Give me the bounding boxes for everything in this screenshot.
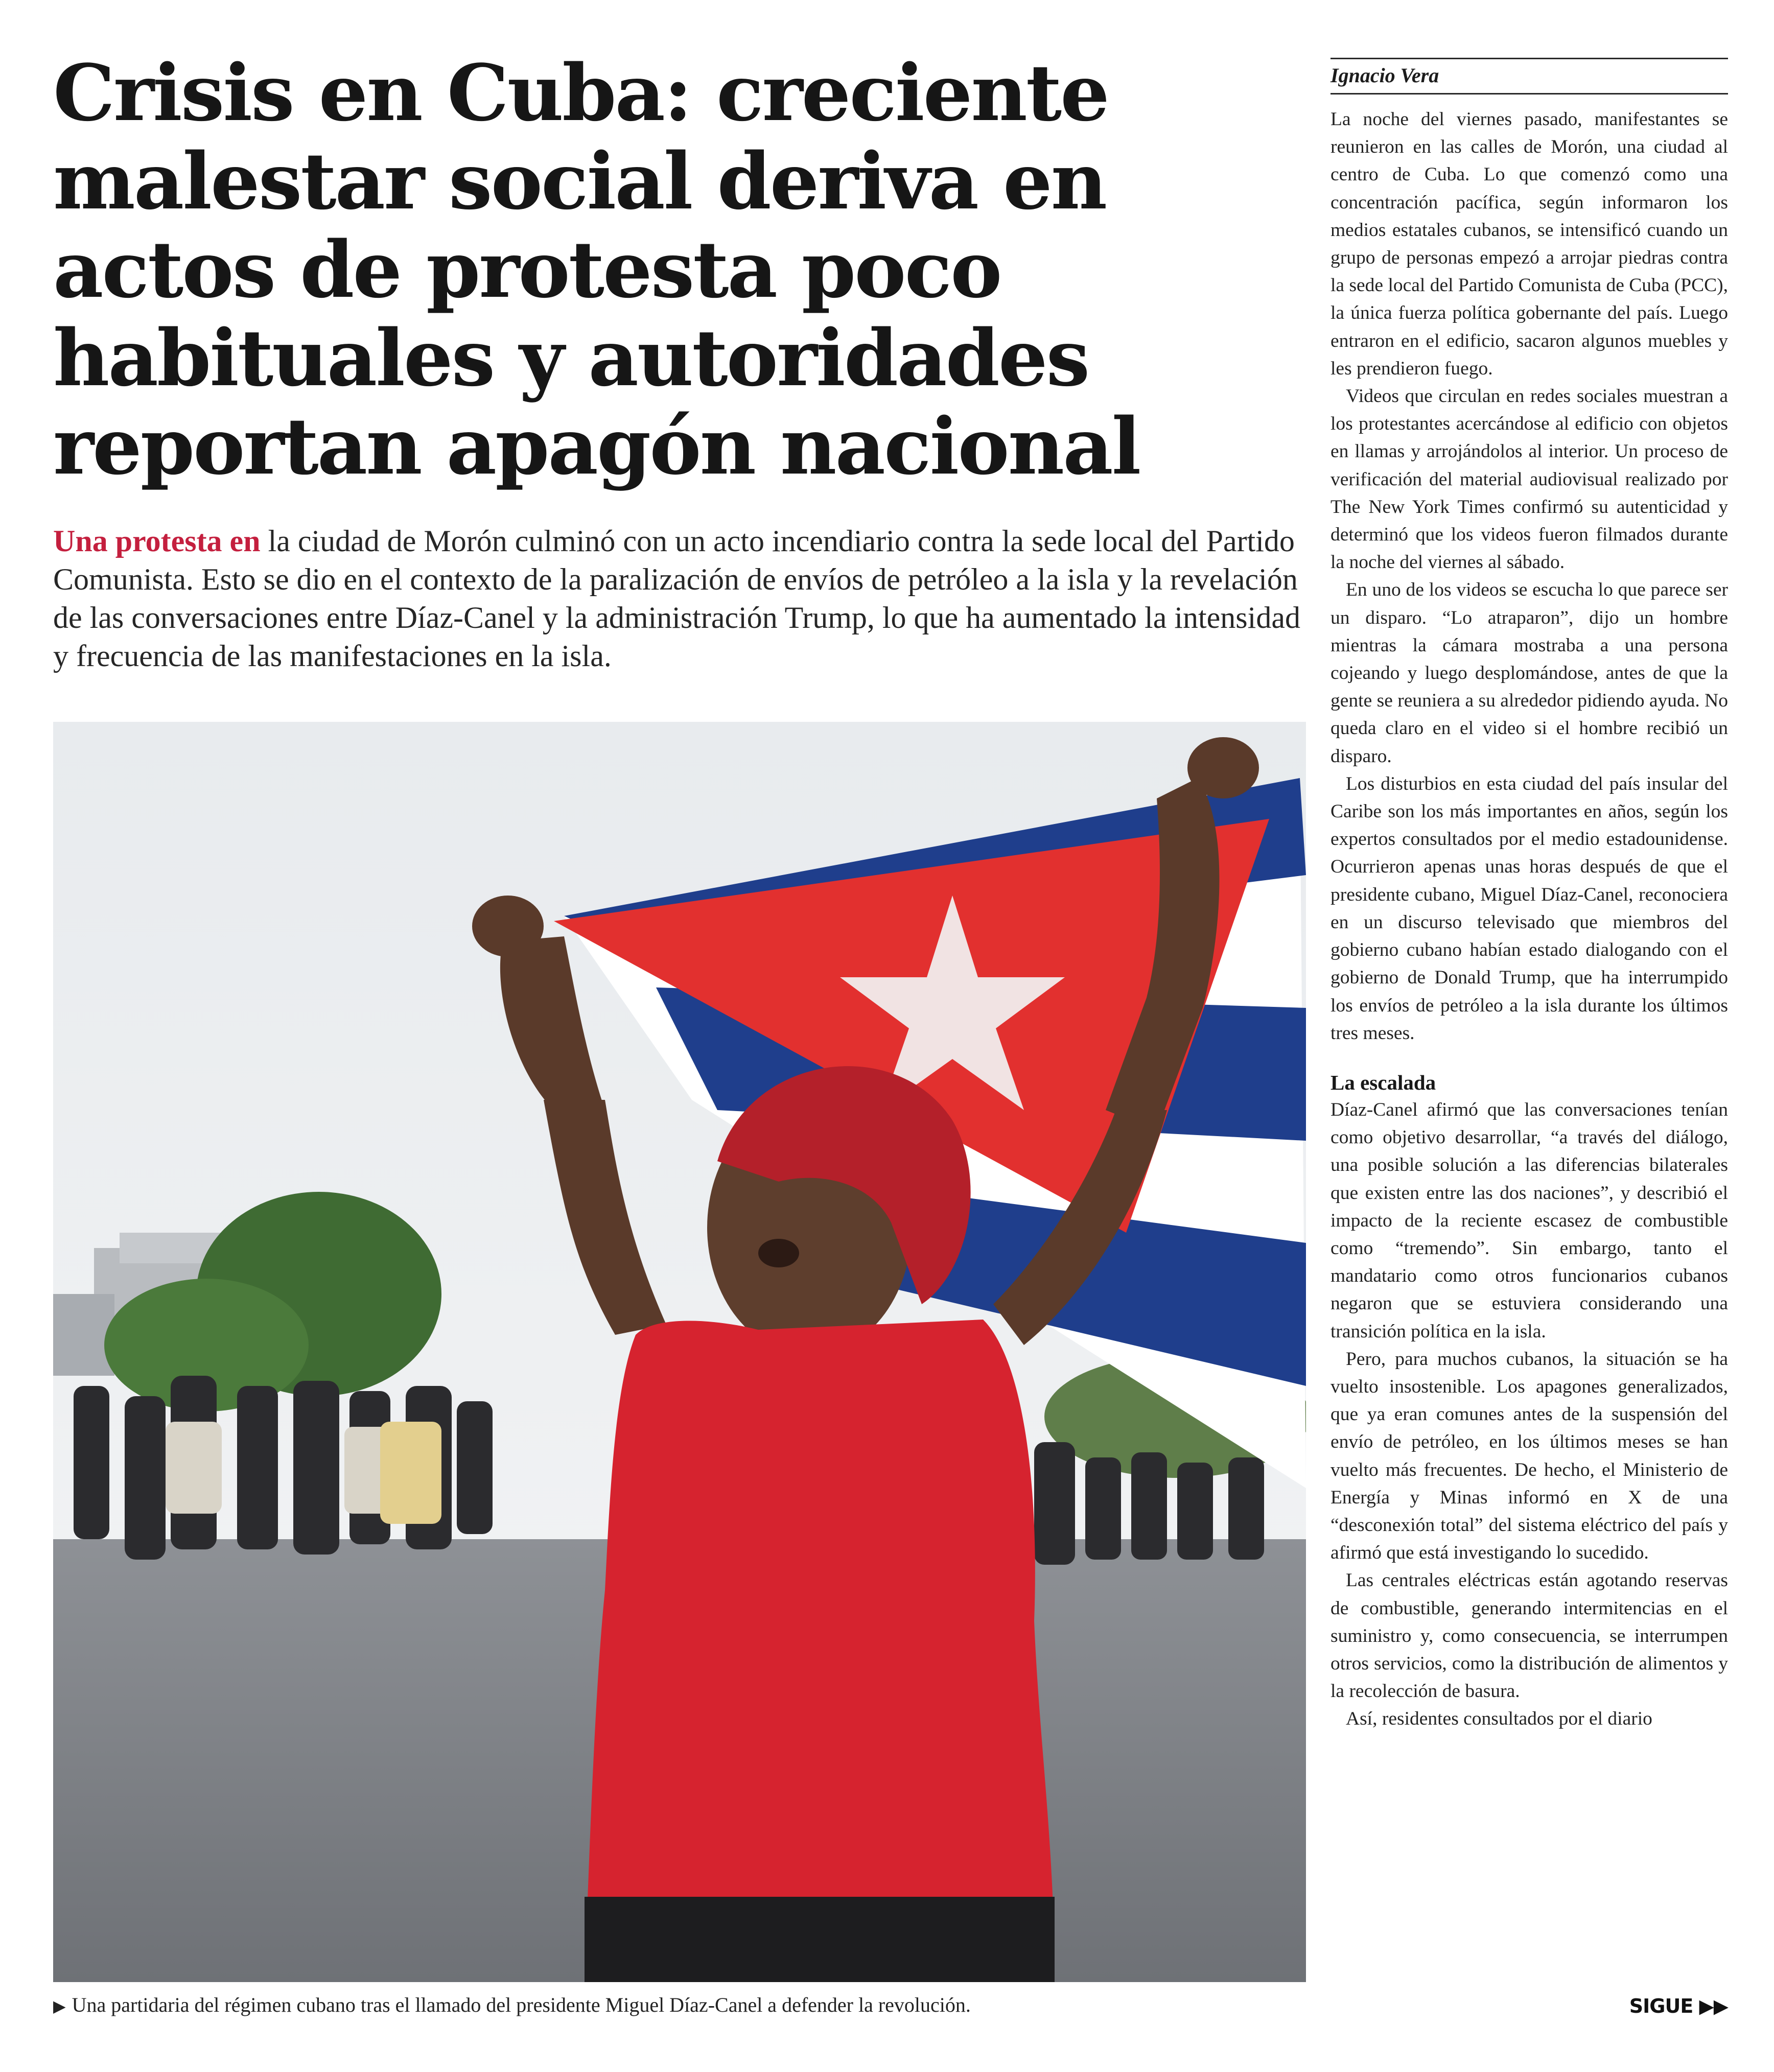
caption-arrow-icon: ▶ [53,1996,66,2016]
body-paragraph-6: Pero, para muchos cubanos, la situación se ha vuelto insostenible. Los apagones generalizados, que ya eran comunes antes de la suspensión del envío de petróleo, en los últimos meses se han vuelto más frecuentes. De hecho, el Ministerio de Energía y Minas informó en X de una “desconexión total” del sistema eléctrico del país y afirmó que está investigando lo sucedido. [1330,1348,1728,1564]
article-photo [53,722,1306,1982]
article-column [1330,58,1728,1733]
photo-caption [53,1992,1310,2019]
article-body [1330,106,1728,1733]
lead-kicker: Una protesta en [53,524,261,558]
protest-photo-illustration [53,722,1306,1982]
body-paragraph-1: La noche del viernes pasado, manifestantes se reunieron en las calles de Morón, una ciudad al centro de Cuba. Lo que comenzó como una concentración pacífica, según informaron los medios estatales cubanos, se intensificó cuando un grupo de personas empezó a arrojar piedras contra la sede local del Partido Comunista de Cuba (PCC), la única fuerza política gobernante del país. Luego entraron en el edificio, sacaron algunos muebles y les prendieron fuego. [1330,109,1728,379]
body-paragraph-3: En uno de los videos se escucha lo que parece ser un disparo. “Lo atraparon”, dijo un hombre mientras la cámara mostraba a una persona cojeando y luego desplomándose, antes de que la gente se reuniera a su alrededor pidiendo ayuda. No queda claro en el video si el hombre recibió un disparo. [1330,579,1728,767]
body-paragraph-7: Las centrales eléctricas están agotando reservas de combustible, generando intermitencias en el suministro y, como consecuencia, se interrumpen otros servicios, como la distribución de alimentos y la recolección de basura. [1330,1570,1728,1702]
body-paragraph-5: Díaz-Canel afirmó que las conversaciones tenían como objetivo desarrollar, “a través del diálogo, una posible solución a las diferencias bilaterales que existen entre las dos naciones”, y describió el impacto de la reciente escasez de combustible como “tremendo”. Sin embargo, tanto el mandatario como otros funcionarios cubanos negaron que se estuviera considerando una transición política en la isla. [1330,1099,1728,1342]
caption-text: Una partidaria del régimen cubano tras el llamado del presidente Miguel Díaz-Canel a defender la revolución. [72,1993,971,2016]
body-paragraph-2: Videos que circulan en redes sociales muestran a los protestantes acercándose al edificio con objetos en llamas y arrojándolos al interior. Un proceso de verificación del material audiovisual realizado por The New York Times confirmó su autenticidad y determinó que los videos fueron filmados durante la noche del viernes al sábado. [1330,386,1728,573]
section-subhead: La escalada [1330,1070,1436,1094]
byline: Ignacio Vera [1330,58,1728,95]
lead-paragraph [53,522,1305,675]
headline: Crisis en Cuba: creciente malestar social deriva en actos de protesta poco habituales y autoridades reportan apagón nacional [53,47,1140,492]
lead-text: la ciudad de Morón culminó con un acto incendiario contra la sede local del Partido Comunista. Esto se dio en el contexto de la paralización de envíos de petróleo a la isla y la revelación de las conversaciones entre Díaz-Canel y la administración Trump, lo que ha aumentado la intensidad y frecuencia de las manifestaciones en la isla. [53,524,1300,673]
body-paragraph-8: Así, residentes consultados por el diario [1346,1708,1652,1730]
continue-marker: SIGUE ▶▶ [1629,1995,1728,2017]
body-paragraph-4: Los disturbios en esta ciudad del país insular del Caribe son los más importantes en años, según los expertos consultados por el medio estadounidense. Ocurrieron apenas unas horas después de que el presidente cubano, Miguel Díaz-Canel, reconociera en un discurso televisado que miembros del gobierno cubano habían estado dialogando con el gobierno de Donald Trump, que ha interrumpido los envíos de petróleo a la isla durante los últimos tres meses. [1330,773,1728,1044]
